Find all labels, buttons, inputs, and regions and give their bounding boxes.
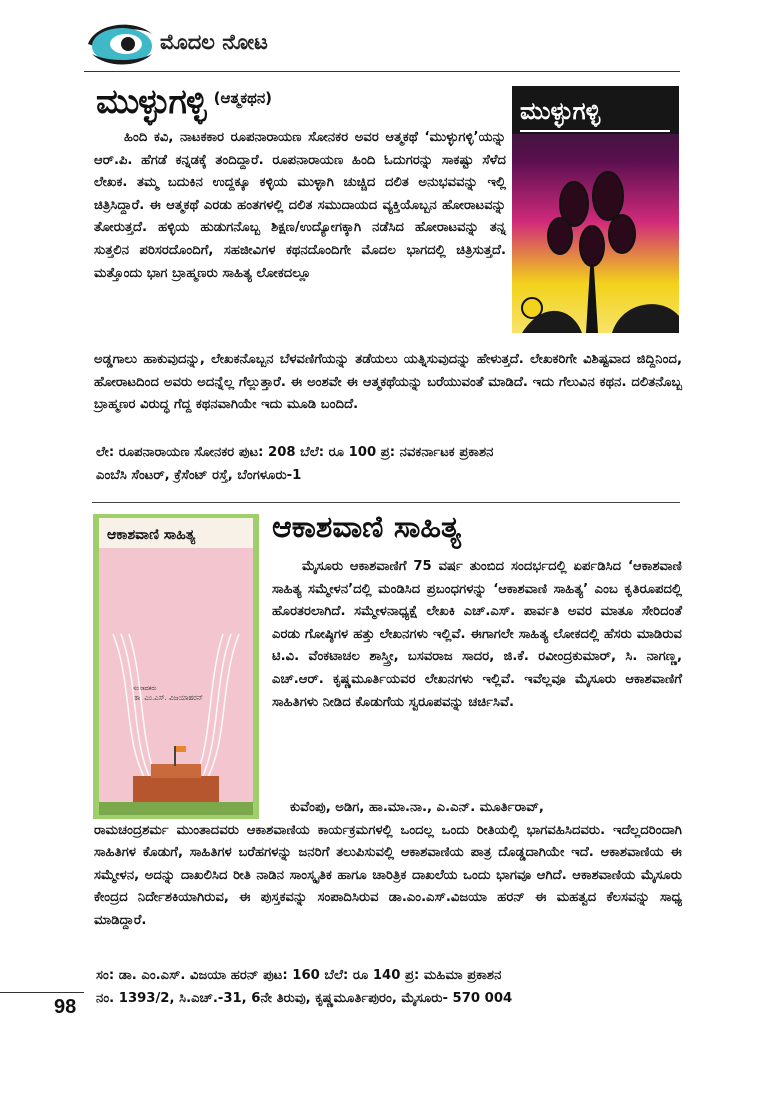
article-1-paragraph-2: ಅಡ್ಡಗಾಲು ಹಾಕುವುದನ್ನು, ಲೇಖಕನೊಬ್ಬನ ಬೆಳವಣಿಗೆಯನ್ನು ತಡೆಯಲು ಯತ್ನಿಸುವುದನ್ನು ಹೇಳುತ್ತದೆ. ಲೇಖಕರಿಗೇ ವಿಶಿಷ್ಟವಾದ ಜಿದ್ದಿನಿಂದ, ಹೋರಾಟದಿಂದ ಅವರು ಅದನ್ನೆಲ್ಲ ಗೆಲ್ಲುತ್ತಾರೆ. ಈ ಅಂಶವೇ ಈ ಆತ್ಮಕಥೆಯನ್ನು ಬರೆಯುವಂತೆ ಮಾಡಿದೆ. ಇದು ಗೆಲುವಿನ ಕಥನ. ದಲಿತನೊಬ್ಬ ಬ್ರಾಹ್ಮಣರ ವಿರುದ್ಧ ಗೆದ್ದ ಕಥನವಾಗಿಯೇ ಇದು ಮೂಡಿ ಬಂದಿದೆ.	[94, 352, 682, 413]
article-1-paragraph-1	[94, 127, 506, 285]
article-2-paragraph-2	[94, 797, 682, 933]
article-2-paragraph-2-text: ರಾಮಚಂದ್ರಶರ್ಮ ಮುಂತಾದವರು ಆಕಾಶವಾಣಿಯ ಕಾರ್ಯಕ್ರಮಗಳಲ್ಲಿ ಒಂದಲ್ಲ ಒಂದು ರೀತಿಯಲ್ಲಿ ಭಾಗವಹಿಸಿದವರು. ಇದೆಲ್ಲದರಿಂದಾಗಿ ಸಾಹಿತಿಗಳ ಕೊಡುಗೆ, ಸಾಹಿತಿಗಳ ಬರೆಹಗಳನ್ನು ಜನರಿಗೆ ತಲುಪಿಸುವಲ್ಲಿ ಆಕಾಶವಾಣಿಯ ಪಾತ್ರ ದೊಡ್ಡದಾಗಿಯೇ ಇದೆ. ಆಕಾಶವಾಣಿಯ ಈ ಸಮ್ಮೇಳನ, ಅದನ್ನು ದಾಖಲಿಸಿದ ರೀತಿ ನಾಡಿನ ಸಾಂಸ್ಕೃತಿಕ ಹಾಗೂ ಚಾರಿತ್ರಿಕ ದಾಖಲೆಯ ಒಂದು ಭಾಗವೂ ಆಗಿದೆ. ಆಕಾಶವಾಣಿಯ ಮೈಸೂರು ಕೇಂದ್ರದ ನಿರ್ದೇಶಕಿಯಾಗಿರುವ, ಈ ಪುಸ್ತಕವನ್ನು ಸಂಪಾದಿಸಿರುವ ಡಾ.ಎಂ.ಎಸ್.ವಿಜಯಾ ಹರನ್ ಈ ಮಹತ್ವದ ಕೆಲಸವನ್ನು ಸಾಧ್ಯ ಮಾಡಿದ್ದಾರೆ.	[94, 822, 682, 928]
article-1-subtitle: (ಆತ್ಮಕಥನ)	[213, 89, 273, 107]
book-cover-akashavani-sahitya	[93, 514, 259, 819]
article-2-title: ಆಕಾಶವಾಣಿ ಸಾಹಿತ್ಯ	[272, 510, 462, 545]
cover-2-editor-label: ಸಂಪಾದಕರು	[133, 685, 157, 692]
section-title: ಮೊದಲ ನೋಟ	[160, 30, 268, 54]
article-1-paragraph-1-text: ಹಿಂದಿ ಕವಿ, ನಾಟಕಕಾರ ರೂಪನಾರಾಯಣ ಸೋನಕರ ಅವರ ಆತ್ಮಕಥೆ ‘ಮುಳ್ಳುಗಳ್ಳಿ’ಯನ್ನು ಆರ್.ಪಿ. ಹೆಗಡೆ ಕನ್ನಡಕ್ಕೆ ತಂದಿದ್ದಾರೆ. ರೂಪನಾರಾಯಣ ಹಿಂದಿ ಓದುಗರನ್ನು ಸಾಕಷ್ಟು ಸೆಳೆದ ಲೇಖಕ. ತಮ್ಮ ಬದುಕಿನ ಉದ್ದಕ್ಕೂ ಕಳ್ಳಿಯ ಮುಳ್ಳಾಗಿ ಚುಚ್ಚಿದ ದಲಿತ ಅನುಭವವನ್ನು ಇಲ್ಲಿ ಚಿತ್ರಿಸಿದ್ದಾರೆ. ಈ ಆತ್ಮಕಥೆ ಎರಡು ಹಂತಗಳಲ್ಲಿ ದಲಿತ ಸಮುದಾಯದ ವ್ಯಕ್ತಿಯೊಬ್ಬನ ಹೋರಾಟವನ್ನು ತೋರುತ್ತದೆ. ಹಳ್ಳಿಯ ಹುಡುಗನೊಬ್ಬ ಶಿಕ್ಷಣ/ಉದ್ಯೋಗಕ್ಕಾಗಿ ನಡೆಸಿದ ಹೋರಾಟವನ್ನು ತನ್ನ ಸುತ್ತಲಿನ ಪರಿಸರದೊಂದಿಗೆ, ಸಹಜೀವಿಗಳ ಕಥನದೊಂದಿಗೇ ಮೊದಲ ಭಾಗದಲ್ಲಿ ಚಿತ್ರಿಸುತ್ತದೆ. ಮತ್ತೊಂದು ಭಾಗ ಬ್ರಾಹ್ಮಣರು ಸಾಹಿತ್ಯ ಲೋಕದಲ್ಲೂ	[94, 130, 506, 281]
article-divider	[92, 502, 680, 503]
article-1-meta-line-1: ಲೇ: ರೂಪನಾರಾಯಣ ಸೋನಕರ ಪುಟ: 208 ಬೆಲೆ: ರೂ 100 ಪ್ರ: ನವಕರ್ನಾಟಕ ಪ್ರಕಾಶನ	[96, 445, 494, 460]
cover-2-editor: ಡಾ. ಎಂ.ಎಸ್. ವಿಜಯಾಹರನ್	[133, 694, 204, 702]
header-divider	[84, 71, 680, 72]
magazine-logo	[86, 18, 156, 70]
article-2-publication-info	[96, 964, 512, 1010]
cover-1-title: ಮುಳ್ಳುಗಳ್ಳಿ	[520, 97, 601, 125]
book-cover-mullugalli	[512, 86, 679, 333]
article-1-publication-info	[96, 441, 494, 487]
article-1-title: ಮುಳ್ಳುಗಳ್ಳಿ	[96, 82, 206, 122]
article-2-paragraph-2-first-line: ಕುವೆಂಪು, ಅಡಿಗ, ಹಾ.ಮಾ.ನಾ., ಎ.ಎನ್. ಮೂರ್ತಿರಾವ್,	[290, 800, 544, 815]
cover-2-title: ಆಕಾಶವಾಣಿ ಸಾಹಿತ್ಯ	[107, 527, 196, 543]
article-1-meta-line-2: ಎಂಬೆಸಿ ಸೆಂಟರ್, ಕ್ರೆಸೆಂಟ್ ರಸ್ತೆ, ಬೆಂಗಳೂರು-1	[96, 468, 302, 483]
article-2-meta-line-1: ಸಂ: ಡಾ. ಎಂ.ಎಸ್. ವಿಜಯಾ ಹರನ್ ಪುಟ: 160 ಬೆಲೆ: ರೂ 140 ಪ್ರ: ಮಹಿಮಾ ಪ್ರಕಾಶನ	[96, 968, 502, 983]
page-number: 98	[54, 996, 77, 1018]
article-1-heading	[96, 82, 272, 122]
article-2-meta-line-2: ನಂ. 1393/2, ಸಿ.ಎಚ್.-31, 6ನೇ ತಿರುವು, ಕೃಷ್ಣಮೂರ್ತಿಪುರಂ, ಮೈಸೂರು- 570 004	[96, 991, 513, 1006]
page-number-rule	[0, 992, 84, 993]
article-2-paragraph-1-text: ಮೈಸೂರು ಆಕಾಶವಾಣಿಗೆ 75 ವರ್ಷ ತುಂಬಿದ ಸಂದರ್ಭದಲ್ಲಿ ಏರ್ಪಡಿಸಿದ ‘ಆಕಾಶವಾಣಿ ಸಾಹಿತ್ಯ ಸಮ್ಮೇಳನ’ದಲ್ಲಿ ಮಂಡಿಸಿದ ಪ್ರಬಂಧಗಳನ್ನು ‘ಆಕಾಶವಾಣಿ ಸಾಹಿತ್ಯ’ ಎಂಬ ಕೃತಿರೂಪದಲ್ಲಿ ಹೊರತರಲಾಗಿದೆ. ಸಮ್ಮೇಳನಾಧ್ಯಕ್ಷೆ ಲೇಖಕಿ ಎಚ್.ಎಸ್. ಪಾರ್ವತಿ ಅವರ ಮಾತೂ ಸೇರಿದಂತೆ ಎರಡು ಗೋಷ್ಠಿಗಳ ಹತ್ತು ಲೇಖನಗಳು ಇಲ್ಲಿವೆ. ಈಗಾಗಲೇ ಸಾಹಿತ್ಯ ಲೋಕದಲ್ಲಿ ಹೆಸರು ಮಾಡಿರುವ ಟಿ.ವಿ. ವೆಂಕಟಾಚಲ ಶಾಸ್ತ್ರೀ, ಬಸವರಾಜ ಸಾದರ, ಜಿ.ಕೆ. ರವೀಂದ್ರಕುಮಾರ್, ಸಿ. ನಾಗಣ್ಣ, ಎಚ್.ಆರ್. ಕೃಷ್ಣಮೂರ್ತಿಯವರ ಲೇಖನಗಳು ಇಲ್ಲಿವೆ. ಇವೆಲ್ಲವೂ ಮೈಸೂರು ಆಕಾಶವಾಣಿಗೆ ಸಾಹಿತಿಗಳು ನೀಡಿದ ಕೊಡುಗೆಯ ಸ್ವರೂಪವನ್ನು ಚರ್ಚಿಸಿವೆ.	[272, 559, 682, 710]
article-2-paragraph-1	[272, 556, 682, 714]
